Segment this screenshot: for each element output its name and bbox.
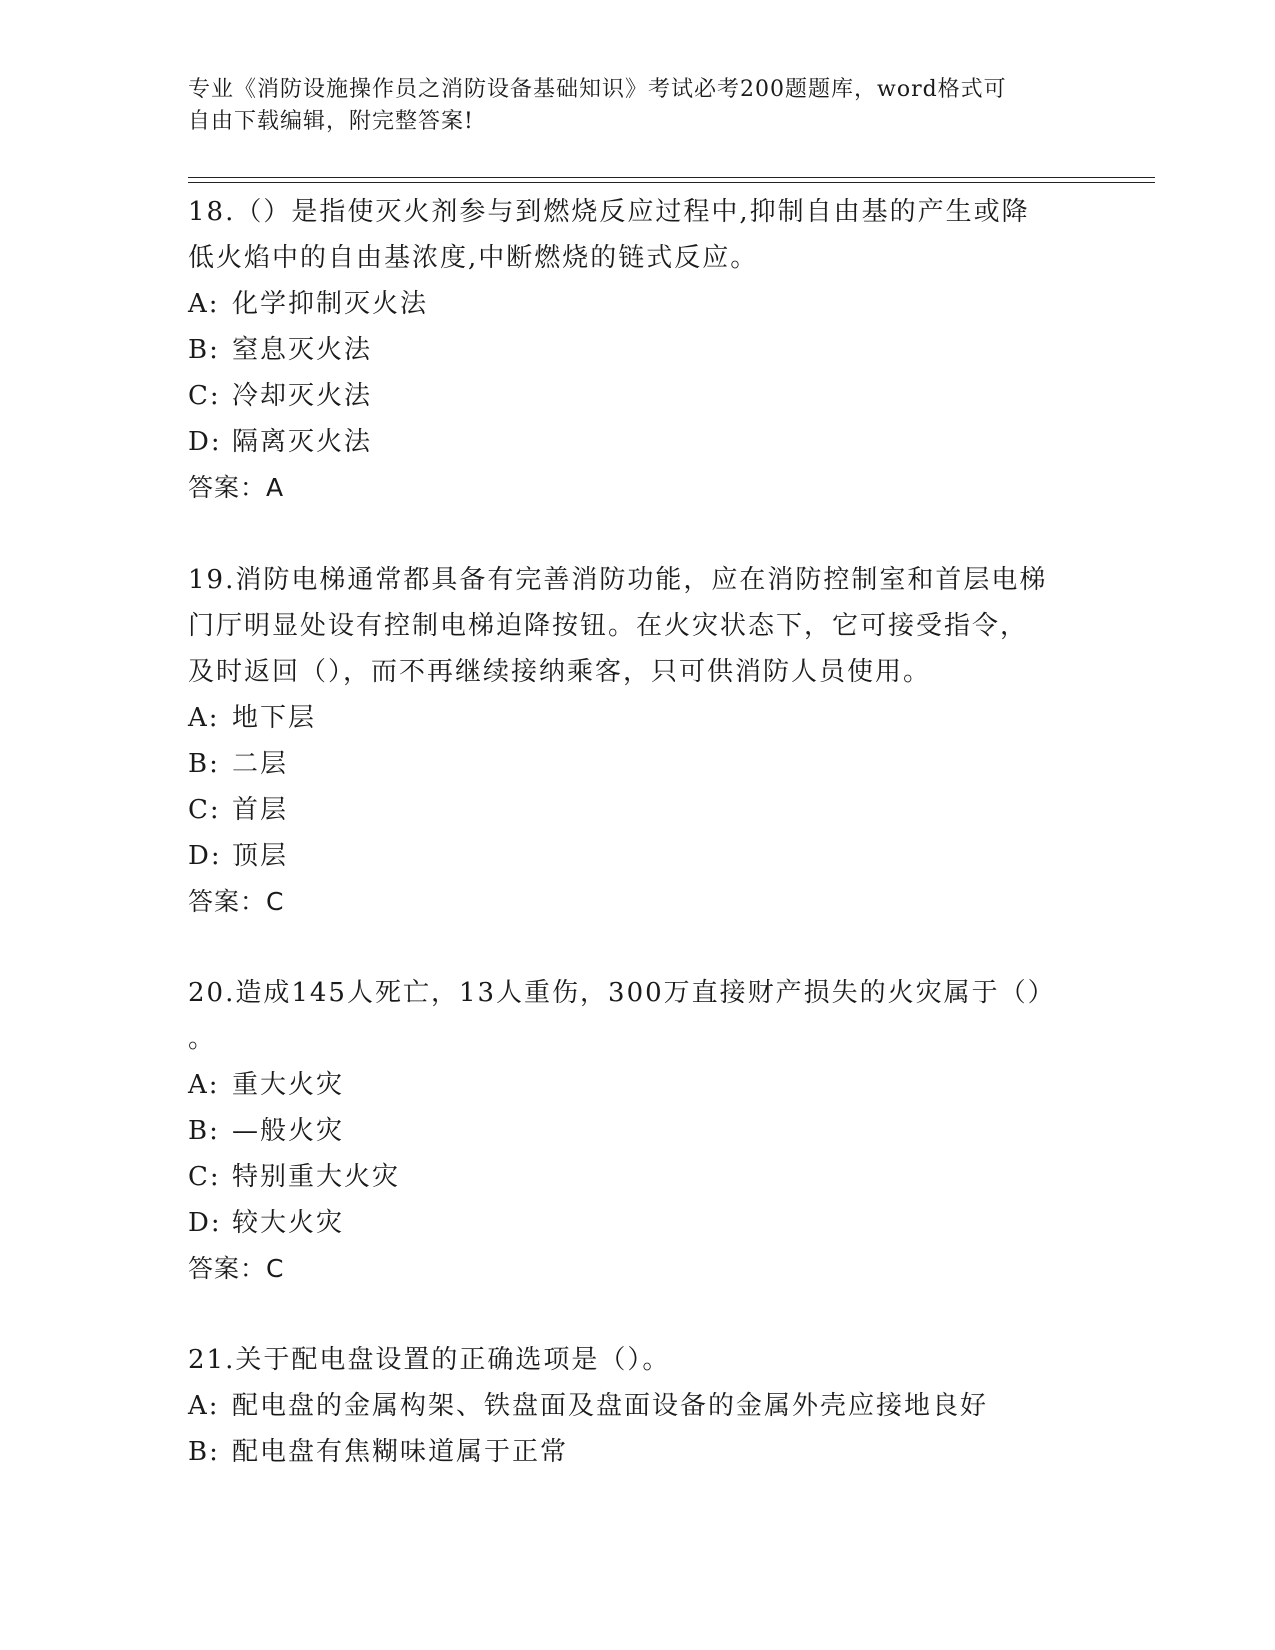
answer-line: 答案：A: [188, 473, 285, 502]
option-text: 较大火灾: [232, 1208, 345, 1238]
option-text: 冷却灭火法: [232, 381, 373, 411]
option-b: [188, 741, 1088, 787]
option-d: [188, 419, 1088, 465]
question-stem-line: 21.关于配电盘设置的正确选项是（）。: [188, 1345, 671, 1375]
question-stem: [188, 1337, 1088, 1383]
question-stem: [188, 189, 1088, 281]
question-stem: [188, 970, 1088, 1062]
option-letter: A:: [188, 289, 220, 319]
option-letter: C:: [188, 1162, 221, 1192]
question-stem-line: 18.（）是指使灭火剂参与到燃烧反应过程中,抑制自由基的产生或降: [188, 197, 1030, 227]
option-text: 顶层: [232, 841, 289, 871]
option-text: 地下层: [232, 703, 317, 733]
answer-line: 答案：C: [188, 887, 285, 916]
question-stem-line: 低火焰中的自由基浓度,中断燃烧的链式反应。: [188, 243, 759, 273]
option-text: 窒息灭火法: [232, 335, 373, 365]
question-stem-line: 20.造成145人死亡，13人重伤，300万直接财产损失的火灾属于（）: [188, 978, 1056, 1008]
option-c: [188, 373, 1088, 419]
question-19: [188, 557, 1088, 925]
option-letter: A:: [188, 703, 220, 733]
question-21: [188, 1337, 1088, 1475]
option-letter: D:: [188, 841, 222, 871]
question-stem-line: 。: [188, 1024, 217, 1054]
header-divider-bottom: [188, 182, 1155, 183]
question-20: [188, 970, 1088, 1292]
option-text: 二层: [232, 749, 289, 779]
header-divider-top: [188, 177, 1155, 178]
option-c: [188, 787, 1088, 833]
option-letter: B:: [188, 335, 220, 365]
option-d: [188, 833, 1088, 879]
option-letter: C:: [188, 795, 221, 825]
option-b: [188, 1429, 1088, 1475]
option-text: 首层: [232, 795, 289, 825]
answer-line: 答案：C: [188, 1254, 285, 1283]
option-text: 重大火灾: [232, 1070, 345, 1100]
option-a: [188, 695, 1088, 741]
option-text: 隔离灭火法: [232, 427, 373, 457]
option-text: 化学抑制灭火法: [232, 289, 429, 319]
question-stem-line: 19.消防电梯通常都具备有完善消防功能，应在消防控制室和首层电梯: [188, 565, 1048, 595]
option-text: —般火灾: [232, 1116, 345, 1146]
option-letter: A:: [188, 1391, 220, 1421]
option-b: [188, 1108, 1088, 1154]
option-c: [188, 1154, 1088, 1200]
question-stem-line: 及时返回（），而不再继续接纳乘客，只可供消防人员使用。: [188, 657, 932, 687]
option-text: 配电盘的金属构架、铁盘面及盘面设备的金属外壳应接地良好: [232, 1391, 989, 1421]
header-line-1: 专业《消防设施操作员之消防设备基础知识》考试必考200题题库，word格式可: [188, 77, 1007, 102]
option-letter: B:: [188, 1437, 220, 1467]
option-letter: D:: [188, 1208, 222, 1238]
option-a: [188, 1062, 1088, 1108]
option-letter: B:: [188, 749, 220, 779]
question-stem: [188, 557, 1088, 695]
option-a: [188, 1383, 1088, 1429]
option-text: 配电盘有焦糊味道属于正常: [232, 1437, 569, 1467]
option-d: [188, 1200, 1088, 1246]
header-line-2: 自由下载编辑，附完整答案!: [188, 109, 474, 134]
option-letter: C:: [188, 381, 221, 411]
option-text: 特别重大火灾: [232, 1162, 401, 1192]
document-header: [188, 74, 1068, 138]
question-18: [188, 189, 1088, 511]
option-letter: A:: [188, 1070, 220, 1100]
option-b: [188, 327, 1088, 373]
question-stem-line: 门厅明显处设有控制电梯迫降按钮。在火灾状态下，它可接受指令，: [188, 611, 1029, 641]
option-letter: D:: [188, 427, 222, 457]
option-letter: B:: [188, 1116, 220, 1146]
option-a: [188, 281, 1088, 327]
